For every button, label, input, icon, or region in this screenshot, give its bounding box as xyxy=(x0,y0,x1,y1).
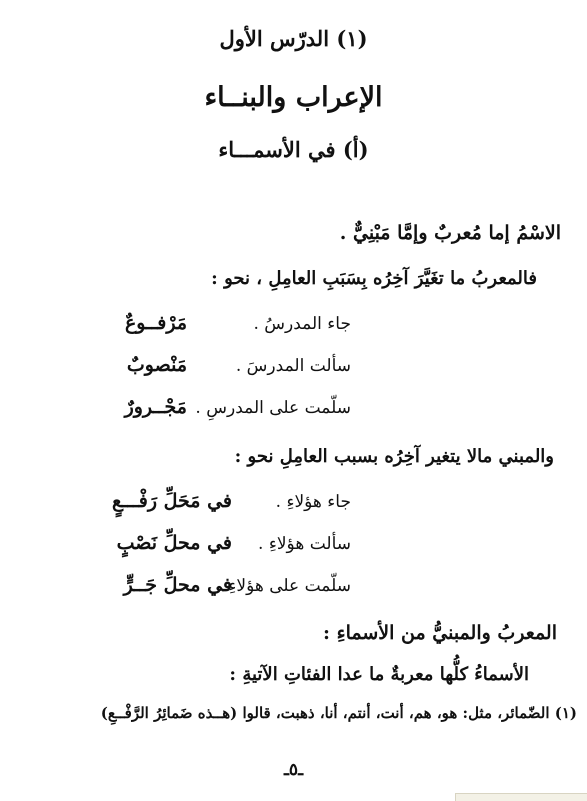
murab-example-case-2: مَنْصوبٌ xyxy=(126,354,187,376)
main-title: الإعراب والبنــاء xyxy=(204,82,383,113)
mabni-example-sentence-2: سألت هؤلاءِ . xyxy=(258,534,351,554)
lesson-title: (١) الدرّس الأول xyxy=(219,26,368,51)
mabni-example-case-1: في مَحَلِّ رَفْـــعٍ xyxy=(111,490,232,512)
murab-example-sentence-2: سألت المدرسَ . xyxy=(235,356,351,376)
mabni-definition: والمبني مالا يتغير آخِرُه بسبب العامِلِ نحو : xyxy=(234,446,554,467)
mabni-example-sentence-3: سلّمت على هؤلاءِ . xyxy=(217,576,351,596)
mabni-example-case-3: في محلِّ جَــرٍّ xyxy=(123,574,232,596)
murab-example-case-1: مَرْفــوعٌ xyxy=(124,312,187,334)
page-number: ـ٥ـ xyxy=(283,760,304,780)
footnote-pronouns: (١) الضّمائر، مثل: هو، هم، أنت، أنتم، أنا، ذهبت، قالوا (هــذه ضَمائِرُ الرَّفْــعِ) xyxy=(100,704,577,722)
section-text: الأسماءُ كلُّها معربةٌ ما عدا الفئاتِ الآتيةِ : xyxy=(229,664,529,685)
murab-example-sentence-3: سلّمت على المدرسِ . xyxy=(195,398,351,418)
mabni-example-sentence-1: جاء هؤلاءِ . xyxy=(275,492,351,512)
murab-example-case-3: مَجْــرورٌ xyxy=(124,396,187,418)
sub-title: (أ) في الأسمـــاء xyxy=(218,137,369,162)
section-heading: المعربُ والمبنيُّ من الأسماءِ : xyxy=(323,622,557,644)
murab-example-sentence-1: جاء المدرسُ . xyxy=(253,314,351,334)
murab-definition: فالمعربُ ما تغَيَّرَ آخِرُه بِسَبَبِ العامِلِ ، نحو : xyxy=(211,268,537,289)
mabni-example-case-2: في محلِّ نَصْبٍ xyxy=(116,532,232,554)
intro-paragraph: الاسْمُ إما مُعربٌ وإمَّا مَبْنِيٌّ . xyxy=(339,222,561,244)
